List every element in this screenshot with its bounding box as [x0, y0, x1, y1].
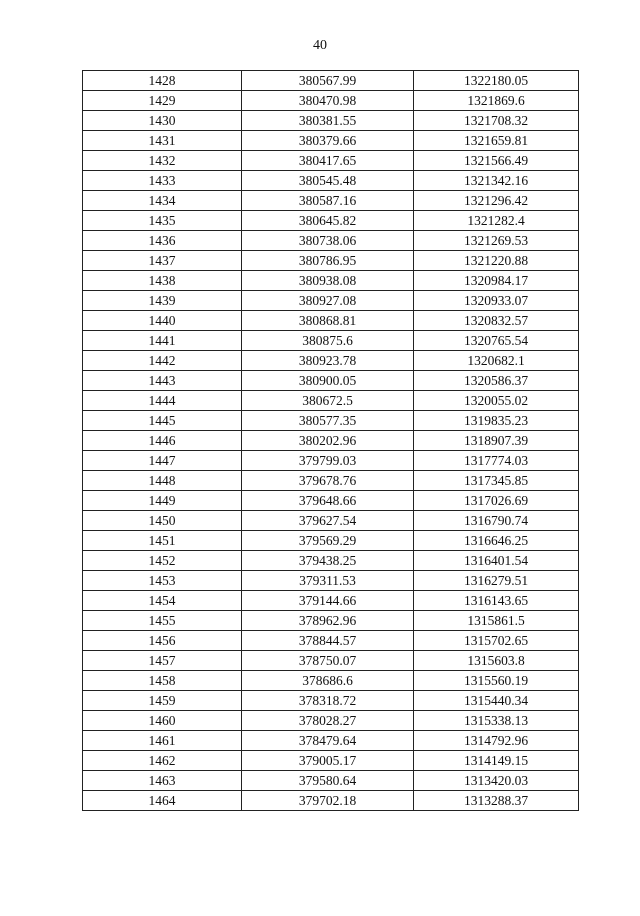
x-coordinate-cell: 379569.29	[242, 531, 414, 551]
table-row	[83, 611, 579, 631]
table-row	[83, 91, 579, 111]
table-row	[83, 751, 579, 771]
x-coordinate-cell: 380938.08	[242, 271, 414, 291]
y-coordinate-cell: 1315560.19	[414, 671, 579, 691]
point-number-cell: 1430	[83, 111, 242, 131]
point-number-cell: 1435	[83, 211, 242, 231]
point-number-cell: 1449	[83, 491, 242, 511]
page-number: 40	[313, 38, 327, 53]
point-number-cell: 1460	[83, 711, 242, 731]
point-number-cell: 1457	[83, 651, 242, 671]
y-coordinate-cell: 1322180.05	[414, 71, 579, 91]
y-coordinate-cell: 1320765.54	[414, 331, 579, 351]
table-row	[83, 411, 579, 431]
x-coordinate-cell: 380379.66	[242, 131, 414, 151]
table-row	[83, 671, 579, 691]
table-row	[83, 451, 579, 471]
y-coordinate-cell: 1316143.65	[414, 591, 579, 611]
table-row	[83, 71, 579, 91]
x-coordinate-cell: 380381.55	[242, 111, 414, 131]
y-coordinate-cell: 1321296.42	[414, 191, 579, 211]
point-number-cell: 1464	[83, 791, 242, 811]
y-coordinate-cell: 1320682.1	[414, 351, 579, 371]
table-body	[83, 71, 579, 811]
point-number-cell: 1437	[83, 251, 242, 271]
x-coordinate-cell: 379678.76	[242, 471, 414, 491]
table-row	[83, 311, 579, 331]
point-number-cell: 1454	[83, 591, 242, 611]
x-coordinate-cell: 379627.54	[242, 511, 414, 531]
point-number-cell: 1458	[83, 671, 242, 691]
x-coordinate-cell: 380868.81	[242, 311, 414, 331]
point-number-cell: 1455	[83, 611, 242, 631]
point-number-cell: 1453	[83, 571, 242, 591]
table-row	[83, 351, 579, 371]
table-row	[83, 231, 579, 251]
y-coordinate-cell: 1315861.5	[414, 611, 579, 631]
table-row	[83, 511, 579, 531]
y-coordinate-cell: 1320055.02	[414, 391, 579, 411]
point-number-cell: 1463	[83, 771, 242, 791]
x-coordinate-cell: 378844.57	[242, 631, 414, 651]
x-coordinate-cell: 380738.06	[242, 231, 414, 251]
y-coordinate-cell: 1321220.88	[414, 251, 579, 271]
point-number-cell: 1447	[83, 451, 242, 471]
x-coordinate-cell: 380923.78	[242, 351, 414, 371]
point-number-cell: 1439	[83, 291, 242, 311]
y-coordinate-cell: 1315702.65	[414, 631, 579, 651]
y-coordinate-cell: 1321659.81	[414, 131, 579, 151]
table-row	[83, 471, 579, 491]
point-number-cell: 1448	[83, 471, 242, 491]
point-number-cell: 1459	[83, 691, 242, 711]
table-row	[83, 391, 579, 411]
coordinates-table	[82, 70, 579, 811]
x-coordinate-cell: 378962.96	[242, 611, 414, 631]
table-row	[83, 111, 579, 131]
table-row	[83, 651, 579, 671]
y-coordinate-cell: 1320984.17	[414, 271, 579, 291]
point-number-cell: 1450	[83, 511, 242, 531]
point-number-cell: 1452	[83, 551, 242, 571]
y-coordinate-cell: 1314792.96	[414, 731, 579, 751]
table-row	[83, 691, 579, 711]
x-coordinate-cell: 380202.96	[242, 431, 414, 451]
x-coordinate-cell: 379580.64	[242, 771, 414, 791]
table-row	[83, 631, 579, 651]
y-coordinate-cell: 1321566.49	[414, 151, 579, 171]
y-coordinate-cell: 1315440.34	[414, 691, 579, 711]
point-number-cell: 1445	[83, 411, 242, 431]
x-coordinate-cell: 379005.17	[242, 751, 414, 771]
point-number-cell: 1446	[83, 431, 242, 451]
y-coordinate-cell: 1321342.16	[414, 171, 579, 191]
y-coordinate-cell: 1319835.23	[414, 411, 579, 431]
y-coordinate-cell: 1317026.69	[414, 491, 579, 511]
x-coordinate-cell: 379799.03	[242, 451, 414, 471]
y-coordinate-cell: 1316790.74	[414, 511, 579, 531]
y-coordinate-cell: 1318907.39	[414, 431, 579, 451]
x-coordinate-cell: 380875.6	[242, 331, 414, 351]
point-number-cell: 1451	[83, 531, 242, 551]
x-coordinate-cell: 379702.18	[242, 791, 414, 811]
table-row	[83, 251, 579, 271]
table-row	[83, 491, 579, 511]
table-row	[83, 551, 579, 571]
y-coordinate-cell: 1321708.32	[414, 111, 579, 131]
table-row	[83, 191, 579, 211]
table-row	[83, 291, 579, 311]
y-coordinate-cell: 1321869.6	[414, 91, 579, 111]
y-coordinate-cell: 1315338.13	[414, 711, 579, 731]
x-coordinate-cell: 379311.53	[242, 571, 414, 591]
point-number-cell: 1462	[83, 751, 242, 771]
x-coordinate-cell: 380786.95	[242, 251, 414, 271]
table-row	[83, 771, 579, 791]
y-coordinate-cell: 1313420.03	[414, 771, 579, 791]
table-row	[83, 791, 579, 811]
table-row	[83, 331, 579, 351]
x-coordinate-cell: 380645.82	[242, 211, 414, 231]
x-coordinate-cell: 380417.65	[242, 151, 414, 171]
point-number-cell: 1440	[83, 311, 242, 331]
x-coordinate-cell: 380587.16	[242, 191, 414, 211]
x-coordinate-cell: 378318.72	[242, 691, 414, 711]
table-row	[83, 591, 579, 611]
point-number-cell: 1444	[83, 391, 242, 411]
point-number-cell: 1431	[83, 131, 242, 151]
x-coordinate-cell: 380672.5	[242, 391, 414, 411]
x-coordinate-cell: 378028.27	[242, 711, 414, 731]
x-coordinate-cell: 378686.6	[242, 671, 414, 691]
y-coordinate-cell: 1317774.03	[414, 451, 579, 471]
table-row	[83, 271, 579, 291]
y-coordinate-cell: 1313288.37	[414, 791, 579, 811]
point-number-cell: 1456	[83, 631, 242, 651]
table-row	[83, 371, 579, 391]
y-coordinate-cell: 1317345.85	[414, 471, 579, 491]
x-coordinate-cell: 378479.64	[242, 731, 414, 751]
x-coordinate-cell: 379144.66	[242, 591, 414, 611]
point-number-cell: 1433	[83, 171, 242, 191]
y-coordinate-cell: 1321282.4	[414, 211, 579, 231]
table-row	[83, 571, 579, 591]
table-row	[83, 731, 579, 751]
x-coordinate-cell: 380927.08	[242, 291, 414, 311]
y-coordinate-cell: 1321269.53	[414, 231, 579, 251]
x-coordinate-cell: 379648.66	[242, 491, 414, 511]
point-number-cell: 1429	[83, 91, 242, 111]
x-coordinate-cell: 380577.35	[242, 411, 414, 431]
x-coordinate-cell: 380545.48	[242, 171, 414, 191]
point-number-cell: 1442	[83, 351, 242, 371]
table-row	[83, 431, 579, 451]
x-coordinate-cell: 380900.05	[242, 371, 414, 391]
y-coordinate-cell: 1316646.25	[414, 531, 579, 551]
point-number-cell: 1443	[83, 371, 242, 391]
y-coordinate-cell: 1320586.37	[414, 371, 579, 391]
x-coordinate-cell: 378750.07	[242, 651, 414, 671]
point-number-cell: 1441	[83, 331, 242, 351]
x-coordinate-cell: 380470.98	[242, 91, 414, 111]
point-number-cell: 1428	[83, 71, 242, 91]
y-coordinate-cell: 1316401.54	[414, 551, 579, 571]
x-coordinate-cell: 380567.99	[242, 71, 414, 91]
point-number-cell: 1432	[83, 151, 242, 171]
table-row	[83, 151, 579, 171]
y-coordinate-cell: 1320933.07	[414, 291, 579, 311]
table-row	[83, 211, 579, 231]
y-coordinate-cell: 1320832.57	[414, 311, 579, 331]
y-coordinate-cell: 1314149.15	[414, 751, 579, 771]
table-row	[83, 171, 579, 191]
table-row	[83, 531, 579, 551]
point-number-cell: 1434	[83, 191, 242, 211]
point-number-cell: 1438	[83, 271, 242, 291]
point-number-cell: 1461	[83, 731, 242, 751]
point-number-cell: 1436	[83, 231, 242, 251]
table-row	[83, 131, 579, 151]
x-coordinate-cell: 379438.25	[242, 551, 414, 571]
y-coordinate-cell: 1315603.8	[414, 651, 579, 671]
y-coordinate-cell: 1316279.51	[414, 571, 579, 591]
table-row	[83, 711, 579, 731]
